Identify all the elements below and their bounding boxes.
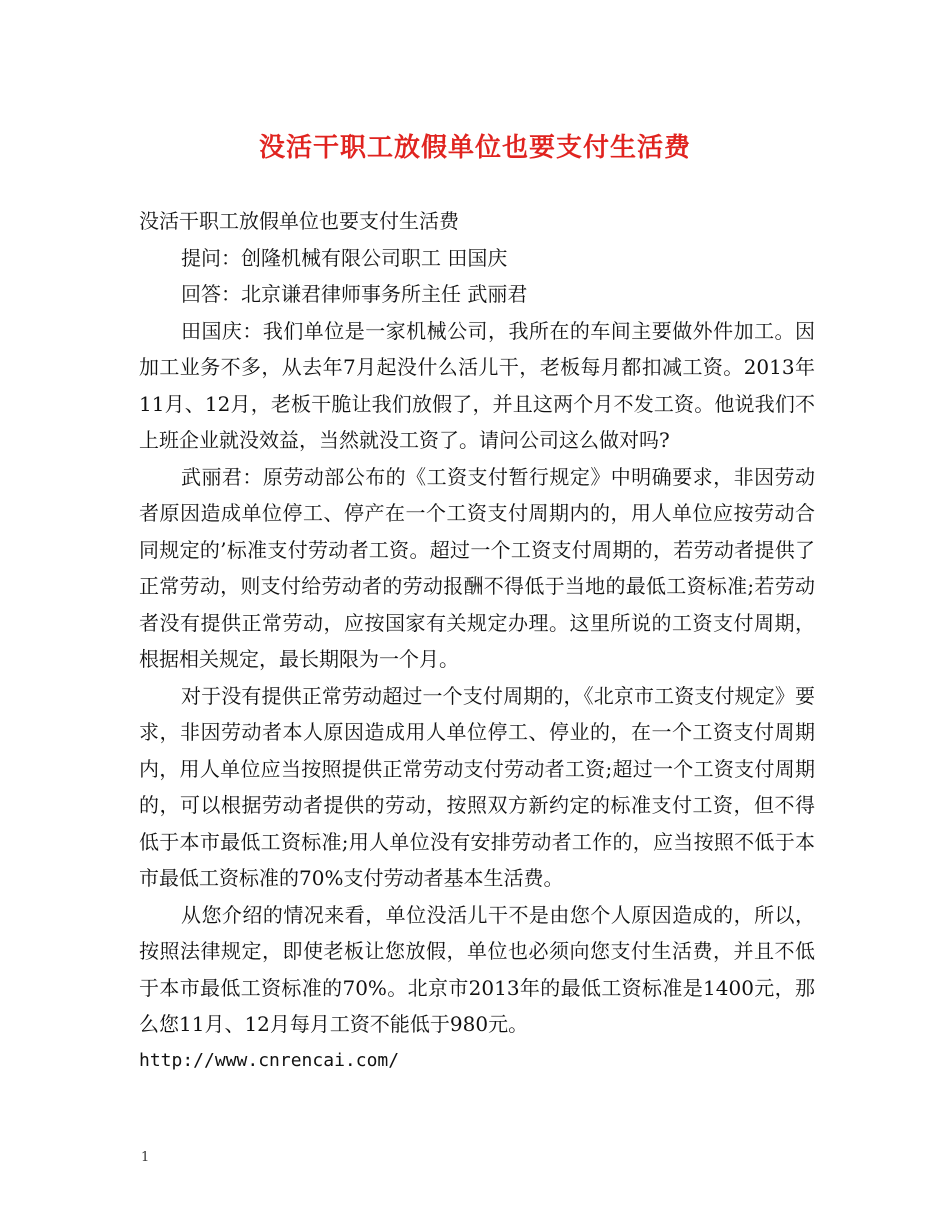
answer-paragraph: 武丽君：原劳动部公布的《工资支付暂行规定》中明确要求，非因劳动者原因造成单位停工、停产在一个工资支付周期内的，用人单位应按劳动合同规定的’标准支付劳动者工资。超过一个工资支付周期的，若劳动者提供了正常劳动，则支付给劳动者的劳动报酬不得低于当地的最低工资标准;若劳动者没有提供正常劳动，应按国家有关规定办理。这里所说的工资支付周期，根据相关规定，最长期限为一个月。 (139, 464, 815, 671)
subtitle-paragraph: 没活干职工放假单位也要支付生活费 (139, 209, 459, 233)
document-body (139, 203, 815, 1079)
question-by-paragraph: 提问：创隆机械有限公司职工 田国庆 (181, 245, 508, 270)
page-number: 1 (141, 1150, 150, 1165)
regulation-paragraph: 对于没有提供正常劳动超过一个支付周期的，《北京市工资支付规定》要求，非因劳动者本人原因造成用人单位停工、停业的，在一个工资支付周期内，用人单位应当按照提供正常劳动支付劳动者工资;超过一个工资支付周期的，可以根据劳动者提供的劳动，按照双方新约定的标准支付工资，但不得低于本市最低工资标准;用人单位没有安排劳动者工作的，应当按照不低于本市最低工资标准的70%支付劳动者基本生活费。 (139, 683, 815, 890)
answer-by-paragraph: 回答：北京谦君律师事务所主任 武丽君 (181, 282, 528, 306)
conclusion-paragraph: 从您介绍的情况来看，单位没活儿干不是由您个人原因造成的，所以，按照法律规定，即使老板让您放假，单位也必须向您支付生活费，并且不低于本市最低工资标准的70%。北京市2013年的最低工资标准是1400元，那么您11月、12月每月工资不能低于980元。 (139, 902, 815, 1036)
source-url[interactable]: http://www.cnrencai.com/ (139, 1049, 400, 1071)
document-title: 没活干职工放假单位也要支付生活费 (258, 133, 691, 163)
question-paragraph: 田国庆：我们单位是一家机械公司，我所在的车间主要做外件加工。因加工业务不多，从去年7月起没什么活儿干，老板每月都扣减工资。2013年11月、12月，老板干脆让我们放假了，并且这两个月不发工资。他说我们不上班企业就没效益，当然就没工资了。请问公司这么做对吗? (139, 318, 815, 452)
